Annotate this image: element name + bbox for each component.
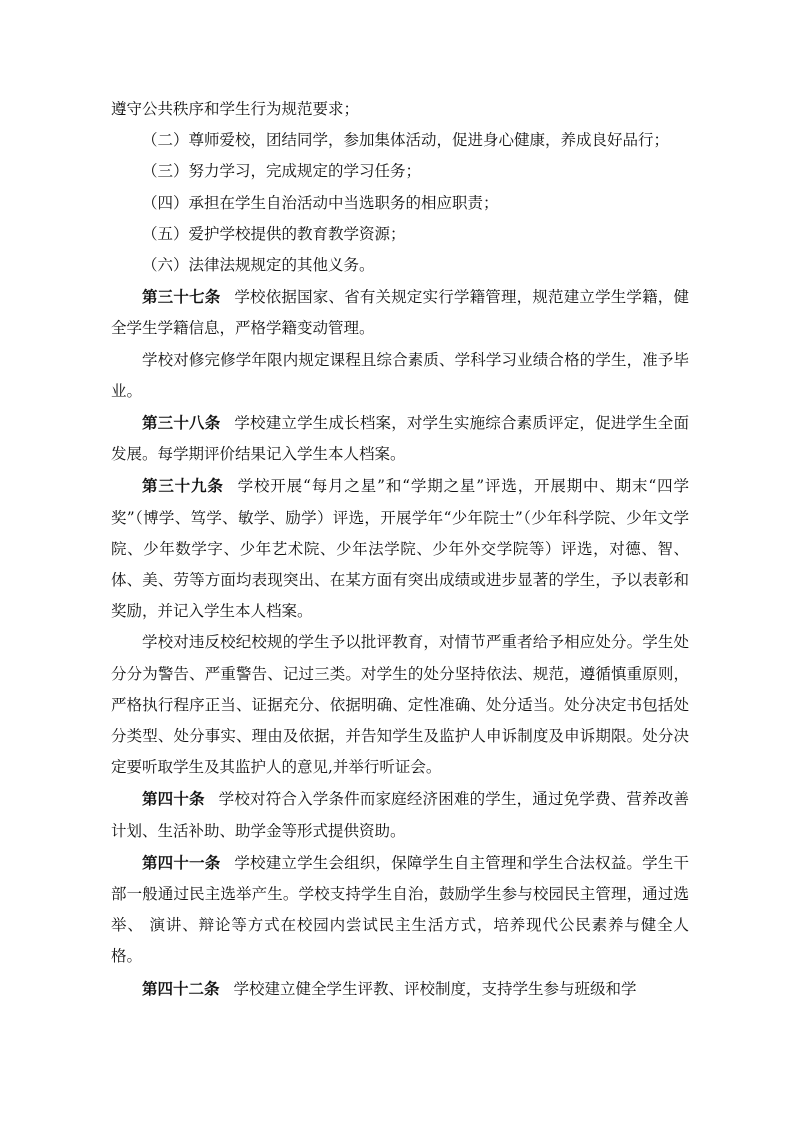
article-number: 第四十一条 bbox=[142, 852, 221, 872]
paragraph-text: （二）尊师爱校，团结同学，参加集体活动，促进身心健康，养成良好品行； bbox=[142, 131, 670, 150]
paragraph-text: 学校建立学生成长档案，对学生实施综合素质评定，促进学生全面发展。每学期评价结果记入学生本人档案。 bbox=[111, 414, 689, 464]
paragraph-text: （四）承担在学生自治活动中当选职务的相应职责； bbox=[142, 193, 499, 212]
paragraph bbox=[111, 219, 689, 250]
paragraph bbox=[111, 125, 689, 156]
paragraph bbox=[111, 345, 689, 407]
paragraph-text: 学校对符合入学条件而家庭经济困难的学生，通过免学费、营养改善计划、生活补助、助学金等形式提供资助。 bbox=[111, 790, 689, 840]
paragraph-text: （三）努力学习，完成规定的学习任务； bbox=[142, 162, 422, 181]
paragraph-text: 遵守公共秩序和学生行为规范要求； bbox=[111, 100, 360, 118]
article-number: 第四十二条 bbox=[142, 978, 220, 998]
article-number: 第四十条 bbox=[142, 789, 205, 809]
paragraph-text: （六）法律法规规定的其他义务。 bbox=[142, 256, 375, 275]
paragraph-text: 学校对修完修学年限内规定课程且综合素质、学科学习业绩合格的学生，准予毕业。 bbox=[111, 350, 689, 400]
paragraph bbox=[111, 281, 689, 344]
document-body bbox=[111, 94, 689, 1005]
article-number: 第三十七条 bbox=[142, 287, 221, 307]
paragraph bbox=[111, 847, 689, 973]
paragraph bbox=[111, 250, 689, 281]
paragraph-text: 学校开展“每月之星”和“学期之星”评选，开展期中、期末“四学奖”（博学、笃学、敏学、励学）评选，开展学年“少年院士”（少年科学院、少年文学院、少年数学字、少年艺术院、少年法学院、少年外交学院等）评选，对德、智、体、美、劳等方面均表现突出、在某方面有突出成绩或进步显著的学生，予以表彰和奖励，并记入学生本人档案。 bbox=[111, 477, 689, 621]
paragraph bbox=[111, 627, 689, 783]
paragraph-text: 学校建立学生会组织，保障学生自主管理和学生合法权益。学生干部一般通过民主选举产生。学校支持学生自治，鼓励学生参与校园民主管理，通过选举、 演讲、辩论等方式在校园内尝试民主生活方式，培养现代公民素养与健全人格。 bbox=[111, 853, 689, 966]
paragraph bbox=[111, 407, 689, 470]
paragraph bbox=[111, 188, 689, 219]
paragraph bbox=[111, 470, 689, 627]
article-number: 第三十八条 bbox=[142, 413, 221, 433]
article-number: 第三十九条 bbox=[142, 476, 224, 496]
paragraph bbox=[111, 94, 689, 125]
paragraph bbox=[111, 156, 689, 187]
paragraph-text: （五）爱护学校提供的教育教学资源； bbox=[142, 224, 406, 243]
paragraph-text: 学校依据国家、省有关规定实行学籍管理，规范建立学生学籍，健全学生学籍信息，严格学籍变动管理。 bbox=[111, 288, 689, 338]
paragraph-text: 学校对违反校纪校规的学生予以批评教育，对情节严重者给予相应处分。学生处分分为警告、严重警告、记过三类。对学生的处分坚持依法、规范，遵循慎重原则，严格执行程序正当、证据充分、依据明确、定性准确、处分适当。处分决定书包括处分类型、处分事实、理由及依据，并告知学生及监护人申诉制度及申诉期限。处分决定要听取学生及其监护人的意见,并举行听证会。 bbox=[111, 633, 689, 777]
paragraph bbox=[111, 783, 689, 846]
paragraph-text: 学校建立健全学生评教、评校制度，支持学生参与班级和学 bbox=[233, 979, 637, 998]
paragraph bbox=[111, 973, 689, 1005]
